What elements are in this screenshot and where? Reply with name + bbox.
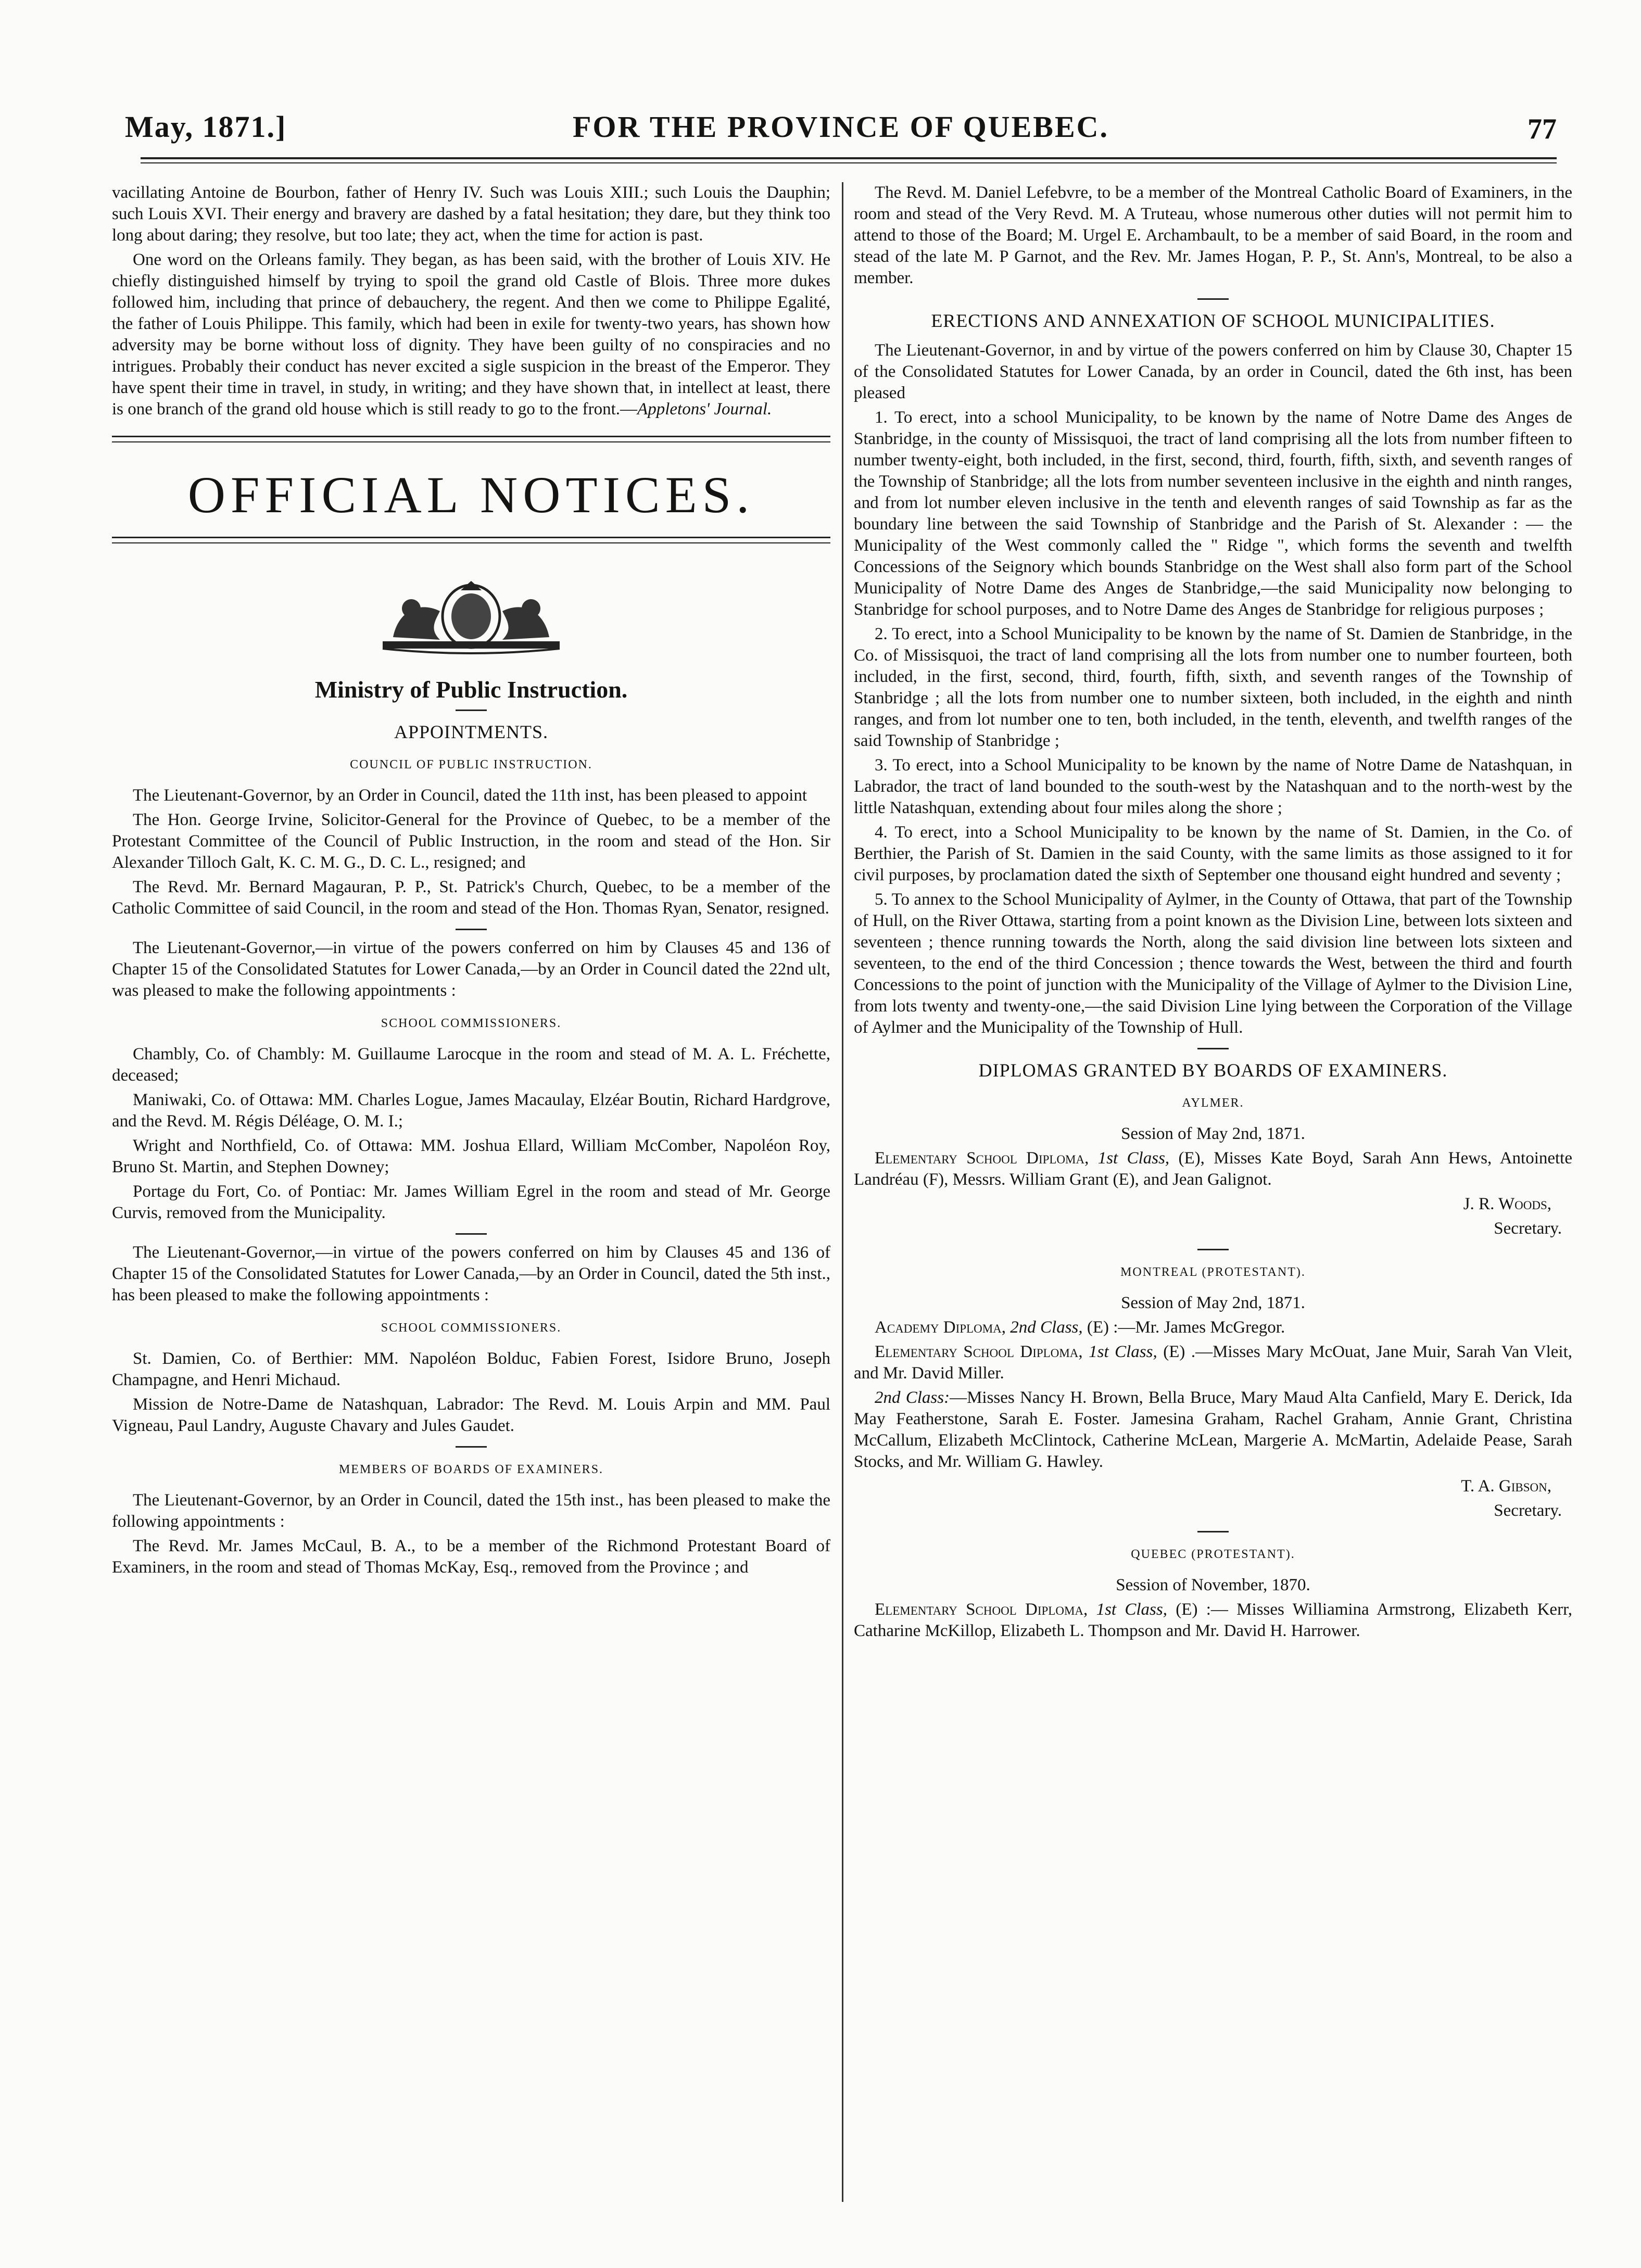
column-divider bbox=[842, 182, 843, 2202]
quebec-heading: QUEBEC (PROTESTANT). bbox=[1131, 1548, 1295, 1561]
official-notices-heading: OFFICIAL NOTICES. bbox=[187, 466, 755, 524]
paragraph: One word on the Orleans family. They began, as has been said, with the brother of Louis XIV. He chiefly distinguished himself by trying to spoil the grand old Castle of Blois. Three more dukes followed him, including that prince of debauchery, the regent. And then we come to Philippe Egalité, the father of Louis Philippe. This family, which had been in exile for twenty-two years, has shown how adversity may be borne without loss of dignity. They have been guilty of no conspiracies and no intrigues. Probably their conduct has never excited a sigle suspicion in the breast of the Emperor. They have spent their time in travel, in study, in writing; and they have shown that, in intellect at least, there is one branch of the grand old house which is still ready to go to the front.—Appletons' Journal. bbox=[112, 250, 830, 419]
paragraph: The Lieutenant-Governor,—in virtue of the powers conferred on him by Clauses 45 and 136 of Chapter 15 of the Consolidated Statutes for Lower Canada,—by an Order in Council dated the 22nd ult, was pleased to make the following appointments : bbox=[112, 939, 830, 1000]
paragraph: The Hon. George Irvine, Solicitor-General for the Province of Quebec, to be a member of the Protestant Committee of the Council of Public Instruction, in the room and stead of the Hon. Sir Alexander Tilloch Galt, K. C. M. G., D. C. L., resigned; and bbox=[112, 810, 830, 872]
council-heading: COUNCIL OF PUBLIC INSTRUCTION. bbox=[350, 758, 592, 771]
paragraph: Elementary School Diploma, 1st Class, (E) :— Misses Williamina Armstrong, Elizabeth Kerr, Catharine McKillop, Elizabeth L. Thompson and Mr. David H. Harrower. bbox=[854, 1600, 1572, 1640]
erections-heading: ERECTIONS AND ANNEXATION OF SCHOOL MUNICIPALITIES. bbox=[931, 310, 1495, 331]
paragraph: 2nd Class:—Misses Nancy H. Brown, Bella Bruce, Mary Maud Alta Canfield, Mary E. Derick, Ida May Featherstone, Sarah E. Foster. Jamesina Graham, Rachel Graham, Annie Grant, Christina McCallum, Elizabeth McClintock, Catherine McLean, Margerie A. McMartin, Adelaide Pease, Sarah Stocks, and Mr. William G. Hawley. bbox=[854, 1388, 1572, 1471]
page-number: 77 bbox=[1528, 113, 1557, 145]
ministry-heading: Ministry of Public Instruction. bbox=[314, 676, 628, 703]
divider-dash bbox=[456, 1446, 487, 1448]
paragraph: Elementary School Diploma, 1st Class, (E) .—Misses Mary McOuat, Jane Muir, Sarah Van Vleit, and Mr. David Miller. bbox=[854, 1342, 1573, 1383]
paragraph: 5. To annex to the School Municipality of Aylmer, in the County of Ottawa, that part of the Township of Hull, on the River Ottawa, starting from a point known as the Division Line, between lots sixteen and seventeen ; thence running towards the North, along the said division line between lots sixteen and seventeen, to the end of the third Concession ; thence towards the West, between the third and fourth Concessions to the point of junction with the Municipality of the Village of Aylmer to the Division Line, from lots twenty and twenty-one,—the said Division Line lying between the Corporation of the Village of Aylmer and the Municipality of the Township of Hull. bbox=[854, 890, 1572, 1037]
divider-dash bbox=[1197, 1531, 1229, 1532]
divider-dash bbox=[456, 1233, 487, 1235]
paragraph: The Revd. Mr. James McCaul, B. A., to be a member of the Richmond Protestant Board of Examiners, in the room and stead of Thomas McKay, Esq., removed from the Province ; and bbox=[112, 1537, 830, 1577]
paragraph: Wright and Northfield, Co. of Ottawa: MM. Joshua Ellard, William McComber, Napoléon Roy, Bruno St. Martin, and Stephen Downey; bbox=[112, 1136, 830, 1176]
section-rule bbox=[112, 436, 830, 437]
paragraph: The Lieutenant-Governor,—in virtue of the powers conferred on him by Clauses 45 and 136 of Chapter 15 of the Consolidated Statutes for Lower Canada,—by an Order in Council, dated the 5th inst., has been pleased to make the following appointments : bbox=[112, 1243, 830, 1304]
divider-dash bbox=[1197, 298, 1229, 300]
signature-name: T. A. Gibson, bbox=[1461, 1477, 1551, 1496]
divider-dash bbox=[1197, 1249, 1229, 1250]
session-line: Session of May 2nd, 1871. bbox=[1121, 1124, 1305, 1143]
signature-title: Secretary. bbox=[1494, 1219, 1562, 1238]
paragraph: 4. To erect, into a School Municipality to be known by the name of St. Damien, in the Co. of Berthier, the Parish of St. Damien in the said County, with the same limits as those assigned to it for civil purposes, by proclamation dated the sixth of September one thousand eight hundred and seventy ; bbox=[854, 823, 1572, 884]
header-rule bbox=[141, 157, 1557, 159]
paragraph: The Lieutenant-Governor, in and by virtue of the powers conferred on him by Clause 30, Chapter 15 of the Consolidated Statutes for Lower Canada, by an order in Council, dated the 6th inst, has been pleased bbox=[854, 341, 1572, 402]
section-rule bbox=[112, 542, 830, 543]
boards-heading: MEMBERS OF BOARDS OF EXAMINERS. bbox=[338, 1463, 604, 1476]
paragraph: The Revd. Mr. Bernard Magauran, P. P., St. Patrick's Church, Quebec, to be a member of the Catholic Committee of said Council, in the room and stead of the Hon. Thomas Ryan, Senator, resigned. bbox=[112, 878, 830, 918]
paragraph: Chambly, Co. of Chambly: M. Guillaume Larocque in the room and stead of M. A. L. Fréchette, deceased; bbox=[112, 1045, 830, 1085]
commissioners-heading: SCHOOL COMMISSIONERS. bbox=[381, 1017, 562, 1030]
session-line: Session of November, 1870. bbox=[1116, 1576, 1310, 1594]
paragraph: vacillating Antoine de Bourbon, father of Henry IV. Such was Louis XIII.; such Louis the Dauphin; such Louis XVI. Their energy and bravery are dashed by a fatal hesitation; they dare, but they think too long about daring; they resolve, but too late; they act, when the time for action is past. bbox=[112, 183, 830, 245]
right-column bbox=[854, 182, 1572, 1645]
commissioners-heading: SCHOOL COMMISSIONERS. bbox=[381, 1321, 562, 1335]
divider-dash bbox=[456, 929, 487, 930]
paragraph: Portage du Fort, Co. of Pontiac: Mr. James William Egrel in the room and stead of Mr. George Curvis, removed from the Municipality. bbox=[112, 1182, 830, 1222]
paragraph: 1. To erect, into a school Municipality, to be known by the name of Notre Dame des Anges de Stanbridge, in the county of Missisquoi, the tract of land comprising all the lots from number fifteen to number twenty-eight, both included, in the first, second, third, fourth, fifth, sixth, and seventh ranges of the Township of Stanbridge; all the lots from number seventeen inclusive in the eighth and ninth ranges, and from lot number eleven inclusive in the tenth and eleventh ranges of said Township as far as the boundary line between the said Township of Stanbridge and the Parish of St. Alexander : — the Municipality of the West commonly called the " Ridge ", which forms the seventh and twelfth Concessions of the Seignory which bounds Stanbridge on the West shall also form part of the School Municipality of Notre Dame des Anges de Stanbridge,—the said Municipality now belonging to Stanbridge for school purposes, and to Notre Dame des Anges de Stanbridge for religious purposes ; bbox=[854, 408, 1572, 619]
source-citation: Appletons' Journal. bbox=[637, 400, 772, 419]
left-column bbox=[112, 182, 830, 1581]
running-head bbox=[125, 99, 1557, 161]
diplomas-heading: DIPLOMAS GRANTED BY BOARDS OF EXAMINERS. bbox=[978, 1060, 1448, 1081]
aylmer-heading: AYLMER. bbox=[1182, 1096, 1244, 1110]
section-rule bbox=[112, 537, 830, 538]
paragraph: The Lieutenant-Governor, by an Order in Council, dated the 15th inst., has been pleased to make the following appointments : bbox=[112, 1491, 830, 1531]
header-rule-thin bbox=[141, 162, 1557, 163]
session-line: Session of May 2nd, 1871. bbox=[1121, 1294, 1305, 1312]
header-title: FOR THE PROVINCE OF QUEBEC. bbox=[572, 110, 1109, 144]
montreal-heading: MONTREAL (PROTESTANT). bbox=[1120, 1265, 1306, 1279]
paragraph: The Revd. M. Daniel Lefebvre, to be a member of the Montreal Catholic Board of Examiners, in the room and stead of the Very Revd. M. A Truteau, whose numerous other duties will not permit him to attend to those of the Board; M. Urgel E. Archambault, to be a member of said Board, in the room and stead of the late M. P Garnot, and the Rev. Mr. James Hogan, P. P., St. Ann's, Montreal, to be also a member. bbox=[854, 183, 1572, 287]
paragraph: 3. To erect, into a School Municipality to be known by the name of Notre Dame de Natashquan, in Labrador, the tract of land bounded to the south-west by the Natashquan and to the north-west by the little Natashquan, extending about four miles along the shore ; bbox=[854, 756, 1572, 817]
signature-title: Secretary. bbox=[1494, 1501, 1562, 1520]
paragraph: Elementary School Diploma, 1st Class, (E), Misses Kate Boyd, Sarah Ann Hews, Antoinette Landréau (F), Messrs. William Grant (E), and Jean Galignot. bbox=[854, 1149, 1573, 1189]
coat-of-arms-emblem bbox=[362, 580, 580, 658]
divider-dash bbox=[456, 709, 487, 711]
paragraph: The Lieutenant-Governor, by an Order in Council, dated the 11th inst, has been pleased to appoint bbox=[133, 786, 807, 805]
paragraph: St. Damien, Co. of Berthier: MM. Napoléon Bolduc, Fabien Forest, Isidore Bruno, Joseph Champagne, and Henri Michaud. bbox=[112, 1349, 830, 1389]
section-rule bbox=[112, 441, 830, 442]
divider-dash bbox=[1197, 1048, 1229, 1049]
header-date: May, 1871.] bbox=[125, 110, 287, 144]
paragraph: Academy Diploma, 2nd Class, (E) :—Mr. James McGregor. bbox=[875, 1318, 1285, 1337]
appointments-heading: APPOINTMENTS. bbox=[394, 721, 549, 742]
paragraph: Mission de Notre-Dame de Natashquan, Labrador: The Revd. M. Louis Arpin and MM. Paul Vigneau, Paul Landry, Auguste Chavary and Jules Gaudet. bbox=[112, 1395, 830, 1435]
signature-name: J. R. Woods, bbox=[1463, 1195, 1551, 1213]
paragraph: Maniwaki, Co. of Ottawa: MM. Charles Logue, James Macaulay, Elzéar Boutin, Richard Hardgrove, and the Revd. M. Régis Déléage, O. M. I.; bbox=[112, 1091, 830, 1131]
paragraph: 2. To erect, into a School Municipality to be known by the name of St. Damien de Stanbridge, in the Co. of Missisquoi, the tract of land comprising all the lots from number one to number fourteen, both included, in the first, second, third, fourth, fifth, sixth, and seventh ranges of the Township of Stanbridge ; all the lots from number one to number sixteen, both included, in the eighth and ninth ranges, and from lot number one to ten, both included, in the tenth, eleventh, and twelfth ranges of the said Township of Stanbridge ; bbox=[854, 625, 1572, 750]
